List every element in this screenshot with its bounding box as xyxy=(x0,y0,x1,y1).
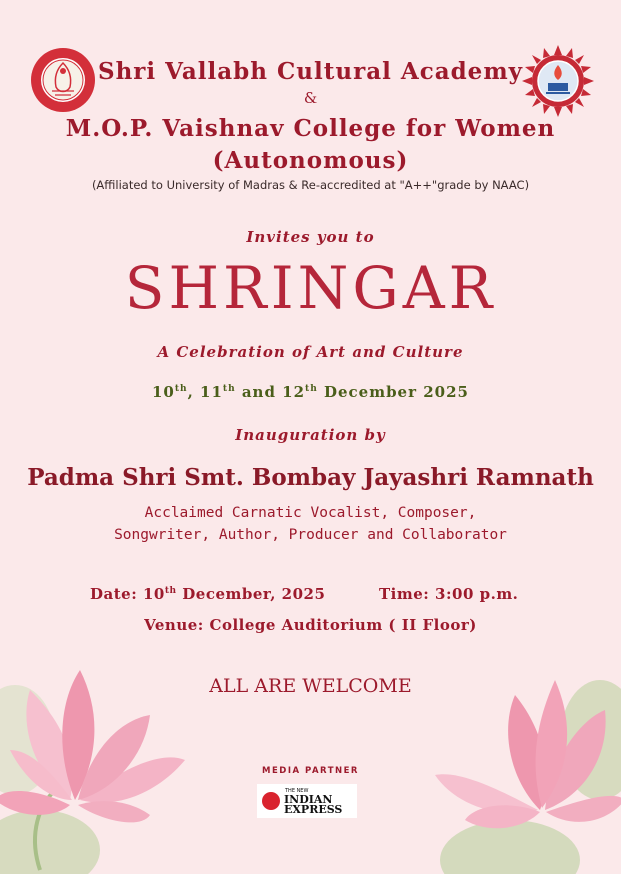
date-1: 10 xyxy=(152,383,175,401)
college-name: M.O.P. Vaishnav College for Women xyxy=(65,115,556,142)
ampersand: & xyxy=(303,89,318,107)
date-1-sup: th xyxy=(174,384,188,394)
media-partner-label: MEDIA PARTNER xyxy=(262,766,359,776)
date-3-sup: th xyxy=(305,384,318,394)
chief-guest-name: Padma Shri Smt. Bombay Jayashri Ramnath xyxy=(27,464,594,491)
logo-circle-icon xyxy=(262,792,280,810)
date-3: 12 xyxy=(282,383,306,401)
event-subtitle: A Celebration of Art and Culture xyxy=(157,343,464,361)
date-2-sup: th xyxy=(222,384,236,394)
date-2: 11 xyxy=(200,383,223,401)
college-status: (Autonomous) xyxy=(212,147,409,174)
event-dates xyxy=(0,383,621,401)
academy-name: Shri Vallabh Cultural Academy xyxy=(97,58,524,85)
indian-express-logo xyxy=(257,784,357,818)
event-date: Date: 10th December, 2025 xyxy=(90,585,326,603)
welcome-text: ALL ARE WELCOME xyxy=(209,675,412,697)
event-venue: Venue: College Auditorium ( II Floor) xyxy=(144,616,477,634)
logo-line1: INDIAN xyxy=(284,793,333,806)
inauguration-label: Inauguration by xyxy=(235,426,386,444)
date-sep: and xyxy=(235,383,283,401)
date-month-year: December 2025 xyxy=(317,383,469,401)
invites-text: Invites you to xyxy=(246,228,375,246)
guest-description-line2: Songwriter, Author, Producer and Collaborator xyxy=(114,527,507,543)
event-title: SHRINGAR xyxy=(124,254,497,322)
logo-small-text: THE NEW xyxy=(285,788,309,794)
date-time-row xyxy=(0,585,621,607)
logo-line2: EXPRESS xyxy=(284,803,343,816)
guest-description-line1: Acclaimed Carnatic Vocalist, Composer, xyxy=(144,505,477,521)
affiliation-note: (Affiliated to University of Madras & Re-accredited at "A++"grade by NAAC) xyxy=(91,178,530,192)
event-time: Time: 3:00 p.m. xyxy=(379,585,519,603)
date-sep: , xyxy=(187,383,201,401)
